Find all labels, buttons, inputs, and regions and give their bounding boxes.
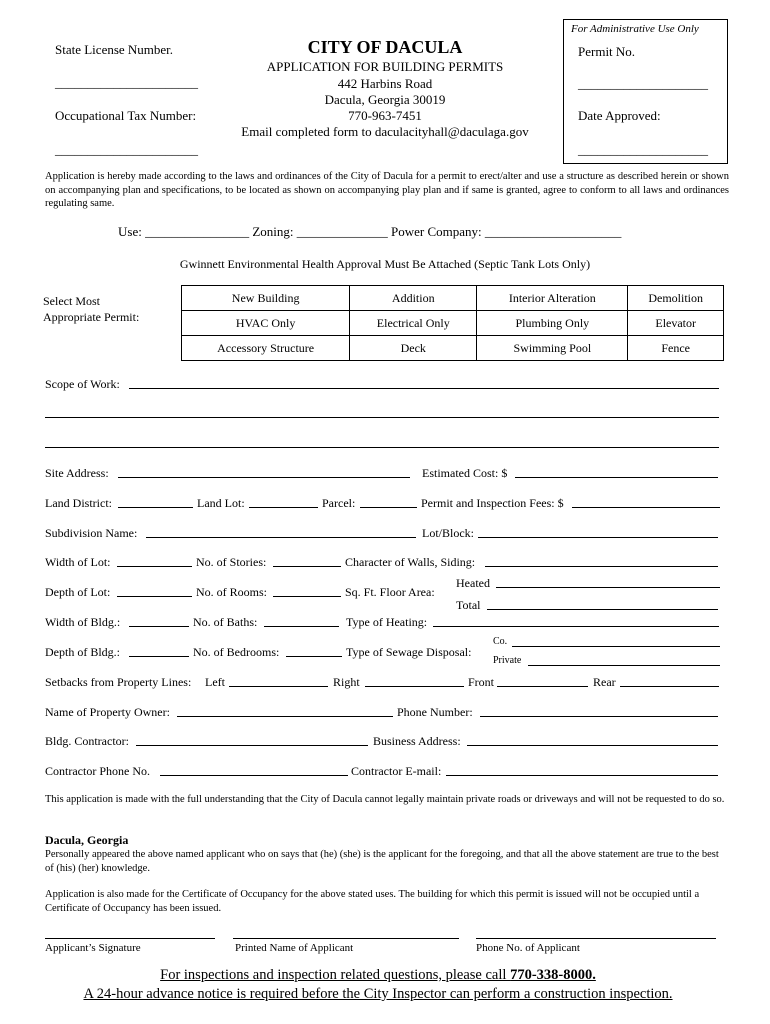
occupancy-notice: Application is also made for the Certificate of Occupancy for the above stated uses. The building for which this permit is issued will not be occupied until a Certificate of Occupancy has been issued. (45, 889, 700, 914)
use-zoning-power-line[interactable]: Use: ________________ Zoning: ______________ Power Company: _____________________ (118, 224, 622, 239)
signature-line[interactable] (45, 938, 215, 939)
permit-option[interactable]: New Building (182, 286, 350, 311)
setback-front-label: Front (468, 675, 495, 689)
owner-label: Name of Property Owner: (45, 705, 170, 719)
date-approved-field[interactable]: ____________________ (578, 142, 708, 157)
state-license-field[interactable]: ______________________ (55, 75, 198, 90)
permit-option[interactable]: Swimming Pool (477, 336, 628, 361)
baths-label: No. of Baths: (193, 615, 258, 629)
depth-bldg-field[interactable] (129, 656, 189, 657)
inspection-notice-text: For inspections and inspection related questions, please call (160, 967, 511, 983)
printed-name-label: Printed Name of Applicant (235, 942, 354, 954)
parcel-field[interactable] (360, 507, 417, 508)
permit-no-field[interactable]: ____________________ (578, 76, 708, 91)
permit-option[interactable]: Electrical Only (350, 311, 477, 336)
heated-field[interactable] (496, 587, 720, 588)
rooms-label: No. of Rooms: (196, 585, 268, 599)
applicant-phone-label: Phone No. of Applicant (476, 942, 580, 954)
contractor-label: Bldg. Contractor: (45, 734, 129, 748)
owner-phone-label: Phone Number: (397, 705, 473, 719)
setback-right-field[interactable] (365, 686, 464, 687)
setback-rear-field[interactable] (620, 686, 719, 687)
occupational-tax-label: Occupational Tax Number: (55, 108, 197, 123)
subdivision-field[interactable] (146, 537, 416, 538)
contractor-email-label: Contractor E-mail: (351, 764, 442, 778)
walls-field[interactable] (485, 566, 718, 567)
estimated-cost-field[interactable] (515, 477, 718, 478)
inspection-phone-notice (0, 967, 756, 984)
intro-paragraph: Application is hereby made according to the laws and ordinances of the City of Dacula for a permit to erect/alter and use a structure as described herein or shown on accompanying plan and specifications, to be located as shown on accompanying play plan and if same is granted, agree to conform to all laws and ordinances regulating same. (45, 171, 729, 209)
permit-option[interactable]: HVAC Only (182, 311, 350, 336)
city-title: CITY OF DACULA (307, 37, 463, 57)
width-bldg-field[interactable] (129, 626, 189, 627)
land-district-label: Land District: (45, 496, 112, 510)
date-approved-label: Date Approved: (578, 108, 661, 123)
state-license-label: State License Number. (55, 42, 174, 57)
land-district-field[interactable] (118, 507, 193, 508)
sewage-co-label: Co. (493, 636, 508, 647)
select-permit-label-2: Appropriate Permit: (43, 310, 140, 324)
estimated-cost-label: Estimated Cost: $ (422, 466, 508, 480)
permit-no-label: Permit No. (578, 44, 636, 59)
permit-option[interactable]: Deck (350, 336, 477, 361)
permit-option[interactable]: Addition (350, 286, 477, 311)
sewage-co-field[interactable] (512, 646, 720, 647)
bedrooms-field[interactable] (286, 656, 342, 657)
sewage-label: Type of Sewage Disposal: (346, 645, 472, 659)
permit-type-table (181, 285, 724, 361)
parcel-label: Parcel: (322, 496, 356, 510)
contractor-phone-field[interactable] (160, 775, 348, 776)
bedrooms-label: No. of Bedrooms: (193, 645, 280, 659)
total-field[interactable] (487, 609, 718, 610)
land-lot-field[interactable] (249, 507, 318, 508)
depth-lot-field[interactable] (117, 596, 192, 597)
application-title: APPLICATION FOR BUILDING PERMITS (266, 59, 504, 74)
setback-left-label: Left (205, 675, 225, 689)
printed-name-line[interactable] (233, 938, 459, 939)
stories-field[interactable] (273, 566, 341, 567)
width-lot-field[interactable] (117, 566, 192, 567)
business-address-field[interactable] (467, 745, 718, 746)
lot-block-label: Lot/Block: (422, 526, 474, 540)
owner-field[interactable] (177, 716, 393, 717)
heating-field[interactable] (433, 626, 719, 627)
site-address-label: Site Address: (45, 466, 109, 480)
setback-right-label: Right (333, 675, 360, 689)
city-phone: 770-963-7451 (348, 108, 422, 123)
city-address-street: 442 Harbins Road (337, 76, 433, 91)
sqft-label: Sq. Ft. Floor Area: (345, 585, 435, 599)
city-address-city: Dacula, Georgia 30019 (324, 92, 446, 107)
fees-label: Permit and Inspection Fees: $ (421, 496, 564, 510)
lot-block-field[interactable] (478, 537, 718, 538)
setback-rear-label: Rear (593, 675, 616, 689)
permit-option[interactable]: Elevator (628, 311, 724, 336)
setbacks-label: Setbacks from Property Lines: (45, 675, 192, 689)
gwinnett-notice: Gwinnett Environmental Health Approval Must Be Attached (Septic Tank Lots Only) (179, 257, 591, 271)
depth-lot-label: Depth of Lot: (45, 585, 111, 599)
subdivision-label: Subdivision Name: (45, 526, 138, 540)
applicant-phone-line[interactable] (476, 938, 716, 939)
total-label: Total (456, 598, 481, 612)
contractor-email-field[interactable] (446, 775, 718, 776)
sewage-private-field[interactable] (528, 665, 720, 666)
permit-option[interactable]: Plumbing Only (477, 311, 628, 336)
width-bldg-label: Width of Bldg.: (45, 615, 121, 629)
permit-option[interactable]: Demolition (628, 286, 724, 311)
land-lot-label: Land Lot: (197, 496, 245, 510)
admin-heading: For Administrative Use Only (571, 23, 699, 35)
walls-label: Character of Walls, Siding: (345, 555, 476, 569)
permit-option[interactable]: Fence (628, 336, 724, 361)
scope-label: Scope of Work: (45, 377, 120, 391)
contractor-phone-label: Contractor Phone No. (45, 764, 150, 778)
stories-label: No. of Stories: (196, 555, 267, 569)
fees-field[interactable] (572, 507, 720, 508)
advance-notice: A 24-hour advance notice is required before the City Inspector can perform a construction inspection. (83, 986, 673, 1002)
scope-line-2[interactable] (45, 417, 719, 418)
scope-line-3[interactable] (45, 447, 719, 448)
occupational-tax-field[interactable]: ______________________ (55, 142, 198, 157)
setback-front-field[interactable] (497, 686, 588, 687)
width-lot-label: Width of Lot: (45, 555, 111, 569)
setback-left-field[interactable] (229, 686, 328, 687)
signature-label: Applicant’s Signature (45, 942, 141, 954)
rooms-field[interactable] (273, 596, 341, 597)
depth-bldg-label: Depth of Bldg.: (45, 645, 120, 659)
oath-text: Personally appeared the above named applicant who on says that (he) (she) is the applicant for the foregoing, and that all the above statement are true to the best of (his) (her) knowledge. (45, 849, 719, 874)
contractor-field[interactable] (136, 745, 368, 746)
permit-option[interactable]: Interior Alteration (477, 286, 628, 311)
heated-label: Heated (456, 576, 490, 590)
owner-phone-field[interactable] (480, 716, 718, 717)
baths-field[interactable] (264, 626, 339, 627)
heating-label: Type of Heating: (346, 615, 428, 629)
oath-heading: Dacula, Georgia (45, 833, 129, 847)
email-instruction: Email completed form to daculacityhall@daculaga.gov (241, 124, 529, 139)
scope-line-1[interactable] (129, 388, 719, 389)
sewage-private-label: Private (493, 655, 522, 666)
business-address-label: Business Address: (373, 734, 461, 748)
inspection-phone-number: 770-338-8000. (510, 967, 596, 983)
select-permit-label: Select Most (43, 294, 100, 308)
private-roads-notice: This application is made with the full understanding that the City of Dacula cannot legally maintain private roads or driveways and will not be requested to do so. (45, 794, 725, 805)
permit-option[interactable]: Accessory Structure (182, 336, 350, 361)
site-address-field[interactable] (118, 477, 410, 478)
